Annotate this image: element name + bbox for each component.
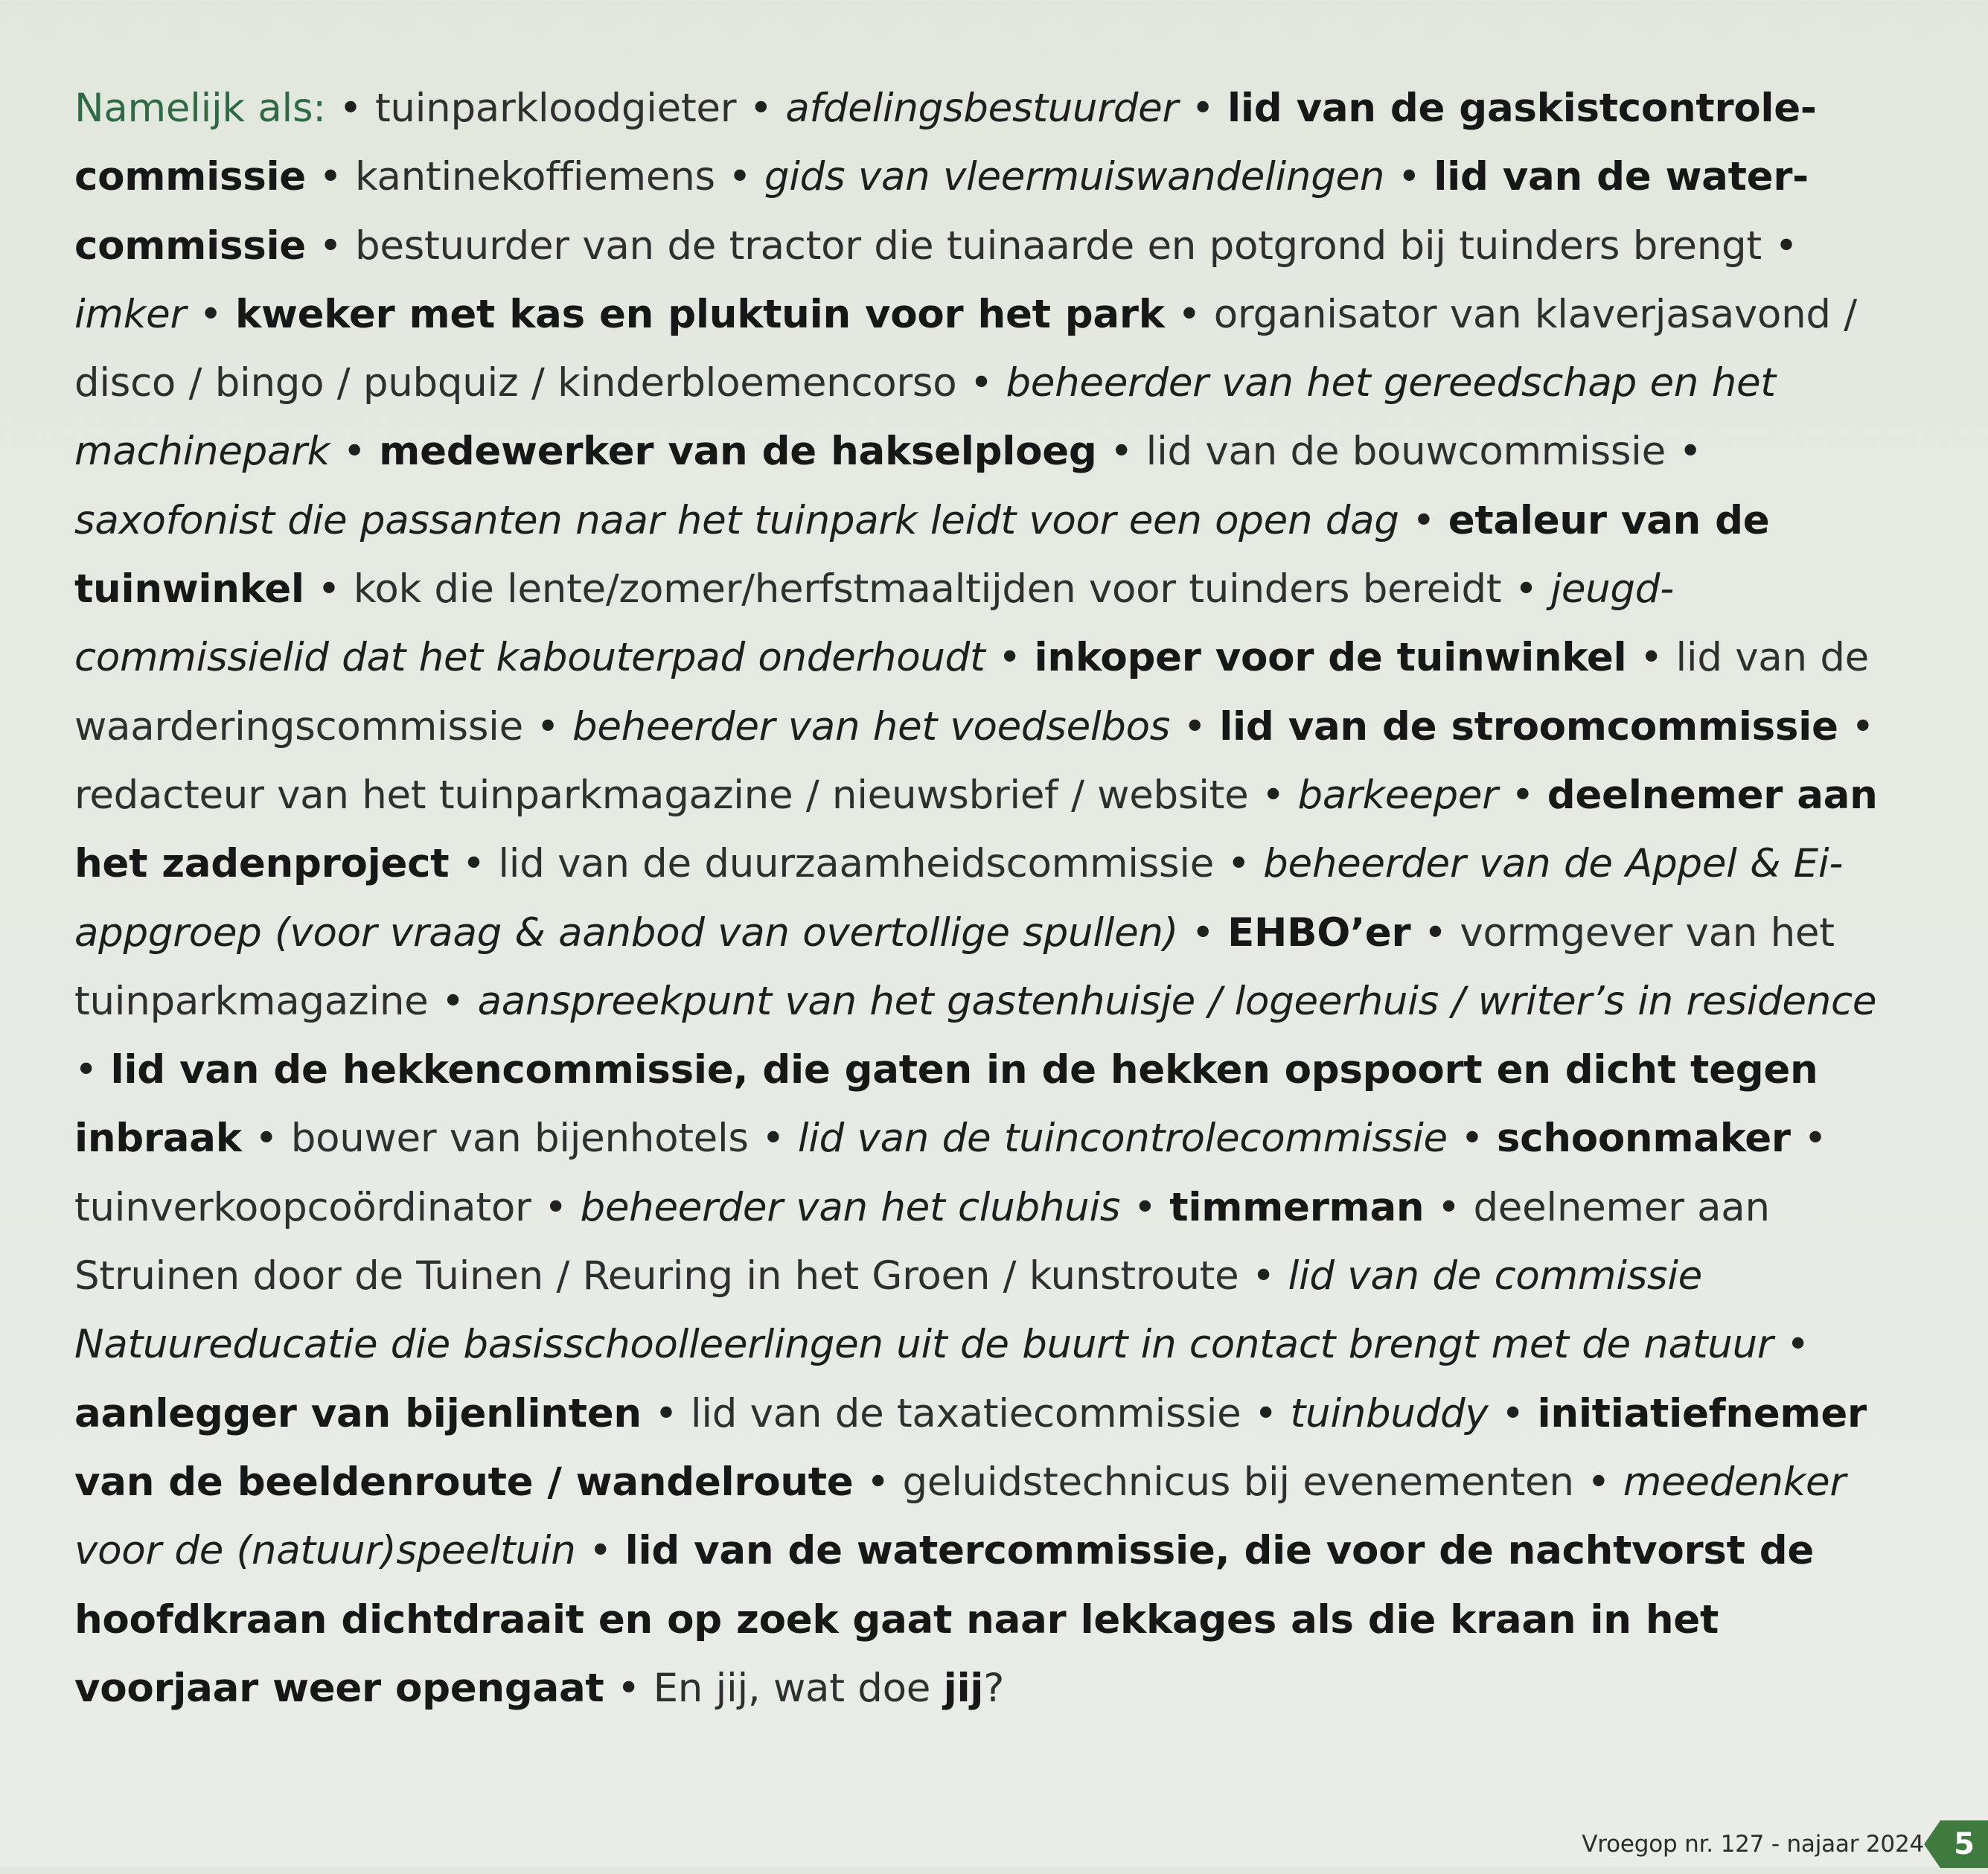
role-item-regular: lid van de taxatiecommissie [690, 1390, 1241, 1436]
bullet-separator: • [589, 1528, 613, 1574]
bullet-separator: • [749, 86, 773, 131]
role-item-bold: deelnemer aan het zadenproject [74, 772, 1878, 887]
bullet-separator: • [342, 429, 366, 475]
role-item-regular: kok die lente/zomer/herfstmaaltijden voor tuinders bereidt [353, 566, 1502, 613]
role-item-bold: inkoper voor de tuinwinkel [1034, 635, 1627, 681]
bullet-separator: • [1133, 1184, 1157, 1230]
role-item-bold: initiatiefnemer van de beeldenroute / wandelroute [74, 1390, 1867, 1505]
role-item-italic: barkeeper [1297, 772, 1498, 818]
bullet-separator: • [1786, 1322, 1809, 1368]
role-item-regular: lid van de bouwcommissie [1145, 429, 1666, 475]
bullet-separator: • [74, 1047, 98, 1093]
role-item-bold: lid van de watercommissie [74, 154, 1809, 269]
bullet-separator: • [969, 360, 993, 406]
role-item-regular: deelnemer aan Struinen door de Tuinen / Reuring in het Groen / kunstroute [74, 1184, 1770, 1299]
bullet-separator: • [1500, 1390, 1524, 1436]
bullet-separator: • [866, 1459, 889, 1505]
bullet-separator: • [1460, 1116, 1484, 1162]
bullet-separator: • [319, 154, 342, 200]
bullet-separator: • [1423, 909, 1447, 956]
bullet-separator: • [1514, 566, 1538, 613]
role-item-regular: redacteur van het tuinparkmagazine / nieuwsbrief / website [74, 772, 1249, 818]
bullet-separator: • [1436, 1184, 1460, 1230]
role-item-regular: vormgever van het tuinparkmagazine [74, 909, 1835, 1024]
bullet-separator: • [544, 1184, 567, 1230]
bullet-separator: • [1587, 1459, 1611, 1505]
bullet-separator: • [1851, 703, 1875, 749]
role-item-italic: gids van vleermuiswandelingen [764, 154, 1385, 200]
role-item-italic: jeugd-commissielid dat het kabouterpad onderhoudt [74, 566, 1674, 681]
role-item-italic: meedenker voor de (natuur)speeltuin [74, 1459, 1846, 1574]
role-item-italic: lid van de commissie Natuureducatie die basisschoolleerlingen uit de buurt in contact brengt met de natuur [74, 1253, 1774, 1368]
role-item-bold: timmerman [1169, 1184, 1425, 1230]
role-list [74, 86, 1878, 1711]
bullet-separator: • [1511, 772, 1535, 818]
bullet-separator: • [1412, 497, 1436, 543]
role-item-regular: organisator van klaverjasavond / disco / bingo / pubquiz / kinderbloemencorso [74, 291, 1857, 406]
role-item-bold: lid van de hekkencommissie, die gaten in de hekken opspoort en dicht tegen inbraak [74, 1047, 1818, 1162]
role-item-italic: lid van de tuincontrolecommissie [797, 1116, 1448, 1162]
role-item-regular: geluidstechnicus bij evenementen [902, 1459, 1574, 1505]
role-item-italic: saxofonist die passanten naar het tuinpark leidt voor een open dag [74, 497, 1399, 543]
bullet-separator: • [536, 703, 560, 749]
role-item-bold: EHBO’er [1227, 909, 1411, 956]
page-footer [1582, 1814, 1988, 1874]
bullet-separator: • [761, 1116, 785, 1162]
bullet-separator: • [1191, 86, 1215, 131]
role-item-italic: afdelingsbestuurder [785, 86, 1178, 131]
bullet-separator: • [1639, 635, 1663, 681]
role-item-regular: tuinparkloodgieter [374, 86, 737, 131]
closing-question-emphasis: jij [943, 1665, 984, 1711]
role-item-italic: tuinbuddy [1290, 1390, 1489, 1436]
role-item-bold: aanlegger van bijenlinten [74, 1390, 642, 1436]
closing-question-end: ? [983, 1665, 1005, 1711]
bullet-separator: • [461, 841, 485, 887]
bullet-separator: • [199, 291, 223, 337]
bullet-separator: • [1803, 1116, 1827, 1162]
bullet-separator: • [319, 223, 342, 269]
role-item-regular: bestuurder van de tractor die tuinaarde en potgrond bij tuinders brengt [355, 223, 1762, 269]
publication-label: Vroegop nr. 127 - najaar 2024 [1582, 1831, 1924, 1858]
bullet-separator: • [1183, 703, 1206, 749]
bullet-separator: • [1252, 1253, 1275, 1299]
role-item-regular: kantinekoffiemens [355, 154, 715, 200]
role-item-italic: imker [74, 291, 186, 337]
bullet-separator: • [441, 978, 464, 1024]
role-item-bold: schoonmaker [1496, 1116, 1791, 1162]
role-item-bold: lid van de watercommissie, die voor de nachtvorst de hoofdkraan dichtdraait en op zoek gaat naar lekkages als die kraan in het voorjaar weer opengaat [74, 1528, 1815, 1711]
bullet-separator: • [617, 1665, 641, 1711]
role-item-italic: beheerder van het clubhuis [580, 1184, 1121, 1230]
bullet-separator: • [255, 1116, 278, 1162]
role-item-regular: bouwer van bijenhotels [290, 1116, 749, 1162]
role-item-bold: lid van de gaskistcontrolecommissie [74, 86, 1817, 200]
article-paragraph [74, 74, 1890, 1723]
bullet-separator: • [1177, 291, 1201, 337]
page-number: 5 [1954, 1827, 1975, 1861]
role-item-bold: medewerker van de hakselploeg [379, 429, 1097, 475]
bullet-separator: • [1254, 1390, 1277, 1436]
bullet-separator: • [1227, 841, 1250, 887]
role-item-italic: beheerder van het gereedschap en het machinepark [74, 360, 1776, 475]
bullet-separator: • [339, 86, 362, 131]
bullet-separator: • [1397, 154, 1421, 200]
role-item-bold: etaleur van de tuinwinkel [74, 497, 1770, 613]
role-item-regular: lid van de duurzaamheidscommissie [498, 841, 1215, 887]
bullet-separator: • [1261, 772, 1285, 818]
closing-question-start: En jij, wat doe [653, 1665, 931, 1711]
bullet-separator: • [1110, 429, 1134, 475]
lead-text: Namelijk als: [74, 86, 326, 131]
bullet-separator: • [317, 566, 341, 613]
page-number-tab [1940, 1820, 1988, 1868]
role-item-bold: kweker met kas en pluktuin voor het park [235, 291, 1165, 337]
role-item-italic: beheerder van de Appel & Ei-appgroep (voor vraag & aanbod van overtollige spullen) [74, 841, 1844, 956]
bullet-separator: • [998, 635, 1021, 681]
role-item-italic: beheerder van het voedselbos [572, 703, 1171, 749]
bullet-separator: • [1191, 909, 1215, 956]
bullet-separator: • [1774, 223, 1798, 269]
role-item-bold: lid van de stroomcommissie [1219, 703, 1838, 749]
bullet-separator: • [1678, 429, 1702, 475]
role-item-regular: lid van de waarderingscommissie [74, 635, 1869, 749]
role-item-italic: aanspreekpunt van het gastenhuisje / logeerhuis / writer’s in residence [477, 978, 1877, 1024]
bullet-separator: • [654, 1390, 678, 1436]
bullet-separator: • [728, 154, 752, 200]
role-item-regular: tuinverkoopcoördinator [74, 1184, 531, 1230]
